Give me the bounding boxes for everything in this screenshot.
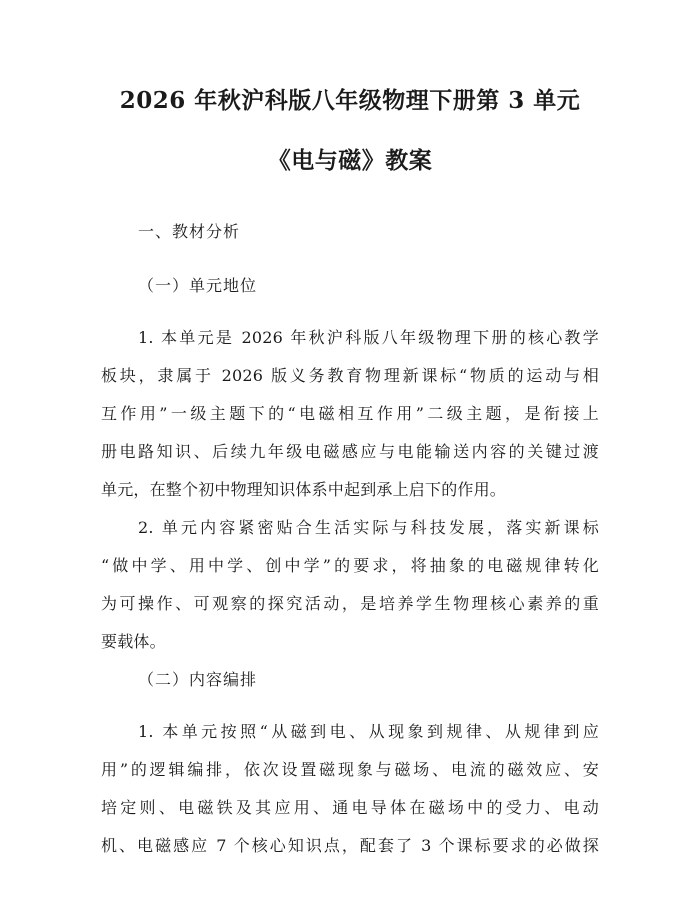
paragraph-line: 单元，在整个初中物理知识体系中起到承上启下的作用。 (101, 480, 507, 499)
paragraph-line: 板块，隶属于 2026 版义务教育物理新课标“物质的运动与相 (101, 366, 599, 385)
paragraph-line: 培定则、电磁铁及其应用、通电导体在磁场中的受力、电动 (101, 798, 599, 817)
section-heading-teaching-material-analysis: 一、教材分析 (138, 222, 241, 241)
paragraph-line: 为可操作、可观察的探究活动，是培养学生物理核心素养的重 (101, 594, 599, 613)
paragraph-unit-position-1 (101, 328, 599, 500)
paragraph-line: 册电路知识、后续九年级电磁感应与电能输送内容的关键过渡 (101, 442, 599, 461)
paragraph-unit-position-2 (101, 518, 599, 652)
paragraph-line: 1. 本单元按照“从磁到电、从现象到规律、从规律到应 (138, 722, 599, 741)
paragraph-line: 机、电磁感应 7 个核心知识点，配套了 3 个课标要求的必做探 (101, 836, 599, 855)
document-title-line-1: 2026 年秋沪科版八年级物理下册第 3 单元 (119, 87, 581, 114)
document-title-line-2: 《电与磁》教案 (267, 147, 433, 174)
subsection-heading-unit-position: （一）单元地位 (138, 276, 258, 295)
paragraph-content-arrangement-1 (101, 722, 599, 856)
paragraph-line: 2. 单元内容紧密贴合生活实际与科技发展，落实新课标 (138, 518, 599, 537)
paragraph-line: 互作用”一级主题下的“电磁相互作用”二级主题，是衔接上 (101, 404, 599, 423)
subsection-heading-content-arrangement: （二）内容编排 (138, 670, 258, 689)
paragraph-line: 要载体。 (101, 632, 166, 651)
paragraph-line: “做中学、用中学、创中学”的要求，将抽象的电磁规律转化 (101, 556, 599, 575)
paragraph-line: 用”的逻辑编排，依次设置磁现象与磁场、电流的磁效应、安 (101, 760, 599, 779)
paragraph-line: 1. 本单元是 2026 年秋沪科版八年级物理下册的核心教学 (138, 328, 599, 347)
